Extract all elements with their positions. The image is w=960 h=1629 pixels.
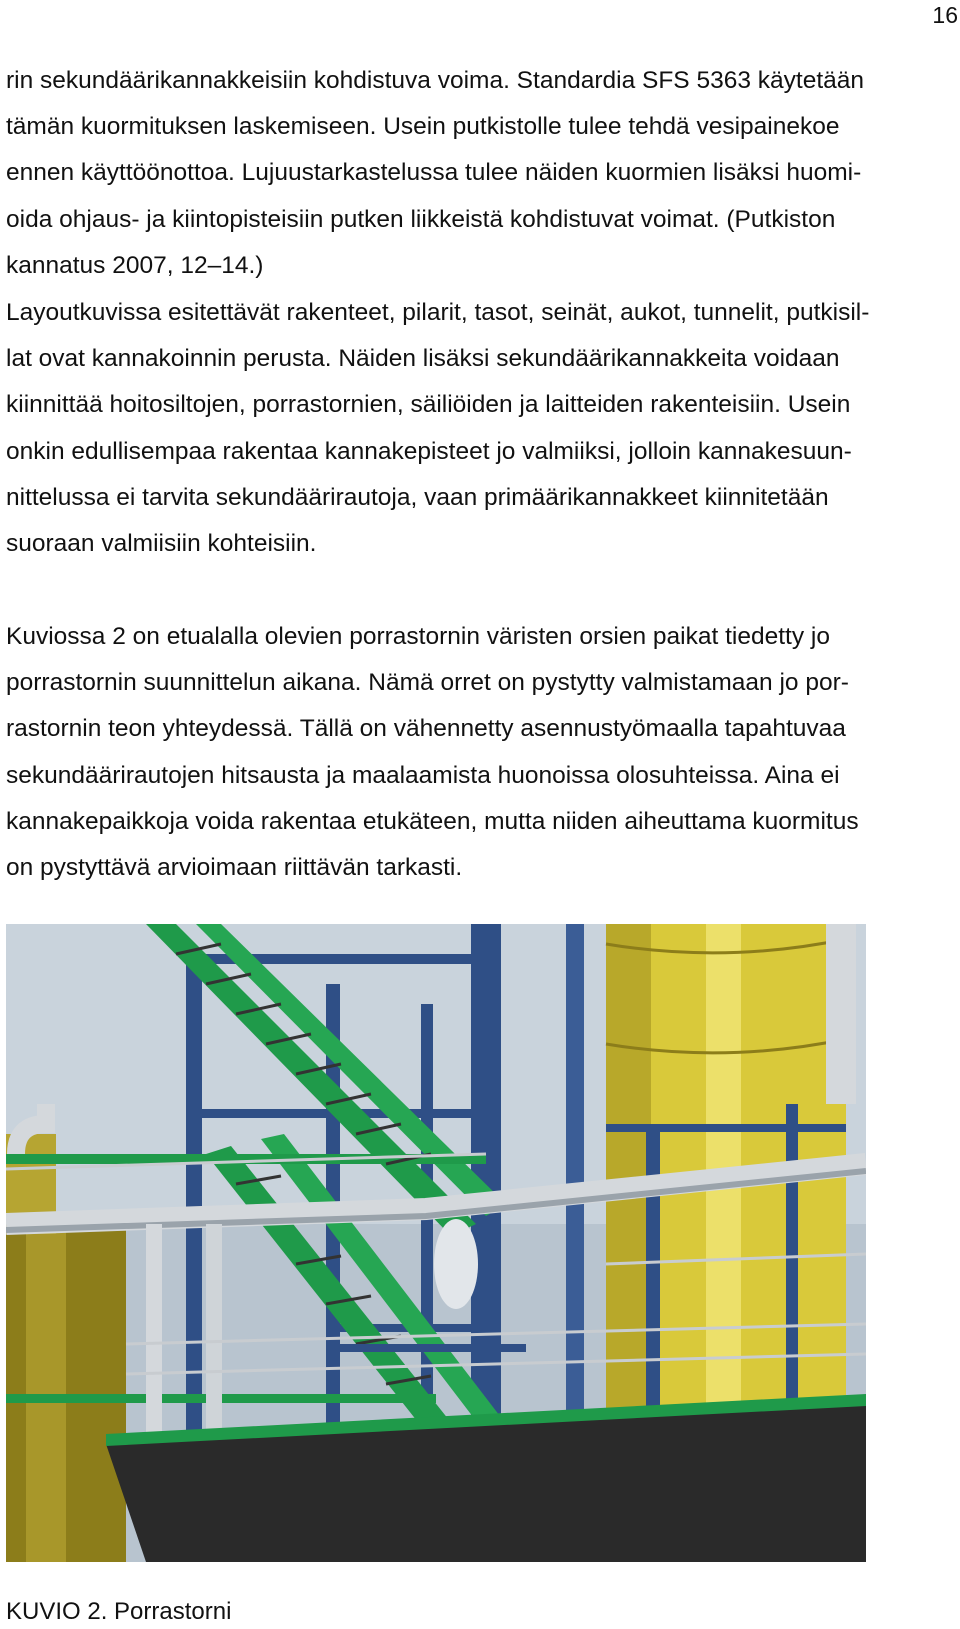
paragraph-line: porrastornin suunnittelun aikana. Nämä orret on pystytty valmistamaan jo por-: [6, 669, 849, 697]
paragraph-line: rin sekundäärikannakkeisiin kohdistuva voima. Standardia SFS 5363 käytetään: [6, 67, 865, 94]
paragraph-line: nittelussa ei tarvita sekundäärirautoja, vaan primäärikannakkeet kiinnitetään: [6, 483, 829, 511]
paragraph-line: tämän kuormituksen laskemiseen. Usein putkistolle tulee tehdä vesipainekoe: [6, 113, 840, 141]
paragraph-line: onkin edullisempaa rakentaa kannakepisteet jo valmiiksi, jolloin kannakesuun-: [6, 437, 852, 465]
paragraph-line: Kuviossa 2 on etualalla olevien porrastornin väristen orsien paikat tiedetty jo: [6, 623, 830, 650]
paragraph-line: rastornin teon yhteydessä. Tällä on vähennetty asennustyömaalla tapahtuvaa: [6, 715, 846, 743]
deck-beam: [326, 1344, 526, 1352]
steel-beam: [606, 1124, 846, 1132]
vertical-pipe: [826, 924, 856, 1104]
paragraph-1: [6, 58, 956, 289]
paragraph-line: ennen käyttöönottoa. Lujuustarkastelussa tulee näiden kuormien lisäksi huomi-: [6, 159, 862, 187]
paragraph-line: on pystyttävä arvioimaan riittävän tarkasti.: [6, 854, 463, 882]
figure-caption: KUVIO 2. Porrastorni: [6, 1598, 232, 1625]
paragraph-line: lat ovat kannakoinnin perusta. Näiden lisäksi sekundäärikannakkeita voidaan: [6, 345, 840, 373]
paragraph-3: [6, 614, 956, 891]
paragraph-line: kannatus 2007, 12–14.): [6, 251, 264, 279]
tank-highlight: [26, 1224, 66, 1562]
paragraph-line: sekundäärirautojen hitsausta ja maalaamista huonoissa olosuhteissa. Aina ei: [6, 761, 840, 789]
stair-tower-figure: [6, 924, 866, 1562]
paragraph-line: kiinnittää hoitosiltojen, porrastornien, säiliöiden ja laitteiden rakenteisiin. Usein: [6, 391, 851, 419]
page-number: 16: [932, 2, 958, 28]
steel-column: [186, 954, 202, 1454]
stair-tower-illustration: [6, 924, 866, 1562]
paragraph-line: oida ohjaus- ja kiintopisteisiin putken liikkeistä kohdistuvat voimat. (Putkiston: [6, 205, 836, 233]
paragraph-line: Layoutkuvissa esitettävät rakenteet, pilarit, tasot, seinät, aukot, tunnelit, putkisil-: [6, 299, 870, 326]
paragraph-2: [6, 290, 956, 567]
pipe-reducer: [434, 1219, 478, 1309]
paragraph-line: kannakepaikkoja voida rakentaa etukäteen, mutta niiden aiheuttama kuormitus: [6, 807, 859, 835]
paragraph-line: suoraan valmiisiin kohteisiin.: [6, 530, 317, 558]
